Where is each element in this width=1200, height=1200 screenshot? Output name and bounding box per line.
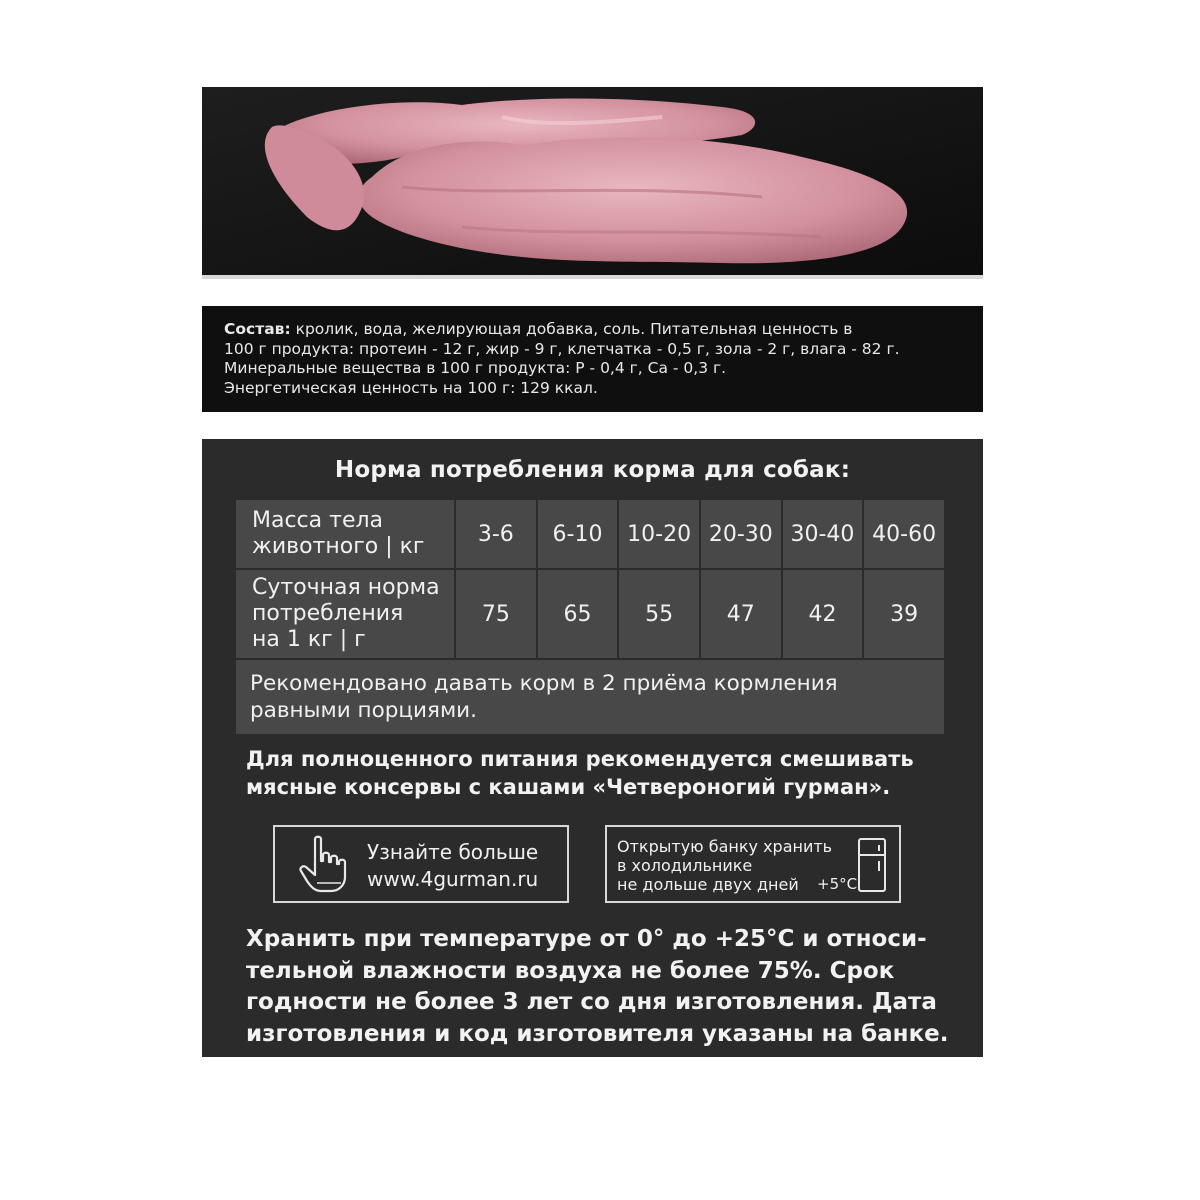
open-can-line-1: Открытую банку хранить [617, 837, 833, 856]
table-row-weight [235, 499, 945, 569]
rabbit-meat-image [202, 87, 983, 279]
weight-cell: 10-20 [618, 499, 700, 569]
mix-line-1: Для полноценного питания рекомендуется смешивать [246, 747, 914, 771]
learn-more-text [367, 839, 538, 893]
composition-text: кролик, вода, желирующая добавка, соль. Питательная ценность в [290, 320, 853, 338]
photo-bottom-edge [202, 275, 983, 279]
composition-line-1 [224, 320, 961, 340]
learn-more-box[interactable] [273, 825, 569, 903]
norm-label-line-2: потребления [252, 601, 404, 626]
norm-cell: 55 [618, 569, 700, 659]
weight-cell: 6-10 [537, 499, 619, 569]
norm-cell: 47 [700, 569, 782, 659]
recommendation-line-1: Рекомендовано давать корм в 2 приёма кормления [250, 671, 838, 696]
weight-cell: 40-60 [863, 499, 945, 569]
mix-line-2: мясные консервы с кашами «Четвероногий гурман». [246, 775, 891, 799]
composition-line-2: 100 г продукта: протеин - 12 г, жир - 9 г, клетчатка - 0,5 г, зола - 2 г, влага - 82 г. [224, 339, 900, 358]
open-can-line-2: в холодильнике [617, 856, 753, 875]
table-row-norm [235, 569, 945, 659]
fridge-icon [857, 837, 887, 893]
recommendation-line-2: равными порциями. [250, 698, 477, 723]
weight-cell: 20-30 [700, 499, 782, 569]
storage-line-2: тельной влажности воздуха не более 75%. Срок [246, 957, 895, 984]
open-can-text [617, 837, 832, 894]
norm-label-line-3: на 1 кг | г [252, 627, 366, 652]
composition-line-3: Минеральные вещества в 100 г продукта: P - 0,4 г, Ca - 0,3 г. [224, 359, 727, 377]
website-link[interactable]: www.4gurman.ru [367, 867, 539, 891]
norm-cell: 39 [863, 569, 945, 659]
norm-cell: 65 [537, 569, 619, 659]
norm-cell: 75 [455, 569, 537, 659]
open-can-line-3: не дольше двух дней [617, 875, 799, 894]
feeding-table [234, 498, 946, 736]
weight-label-cell [235, 499, 455, 569]
weight-cell: 30-40 [782, 499, 864, 569]
composition-block [202, 306, 983, 412]
norm-label-line-1: Суточная норма [252, 575, 440, 600]
storage-line-3: годности не более 3 лет со дня изготовления. Дата [246, 989, 937, 1015]
recommendation-cell [235, 659, 945, 735]
weight-cell: 3-6 [455, 499, 537, 569]
norm-cell: 42 [782, 569, 864, 659]
storage-conditions [246, 924, 956, 1050]
storage-line-4: изготовления и код изготовителя указаны на банке. [246, 1020, 949, 1047]
mix-note [246, 745, 966, 801]
info-panel [202, 439, 983, 1057]
storage-line-1: Хранить при температуре от 0° до +25°C и относи- [246, 926, 927, 952]
composition-label: Состав: [224, 320, 291, 338]
norm-label-cell [235, 569, 455, 659]
weight-label-line-1: Масса тела [252, 508, 384, 533]
composition-line-4: Энергетическая ценность на 100 г: 129 ккал. [224, 378, 598, 397]
fridge-temperature: +5°C [817, 875, 858, 893]
feeding-title: Норма потребления корма для собак: [334, 457, 851, 483]
open-can-storage-box [605, 825, 901, 903]
table-row-recommendation [235, 659, 945, 735]
weight-label-line-2: животного | кг [252, 534, 425, 559]
product-photo [202, 87, 983, 279]
pointing-hand-icon [297, 835, 353, 895]
learn-more-line-1: Узнайте больше [367, 840, 539, 864]
